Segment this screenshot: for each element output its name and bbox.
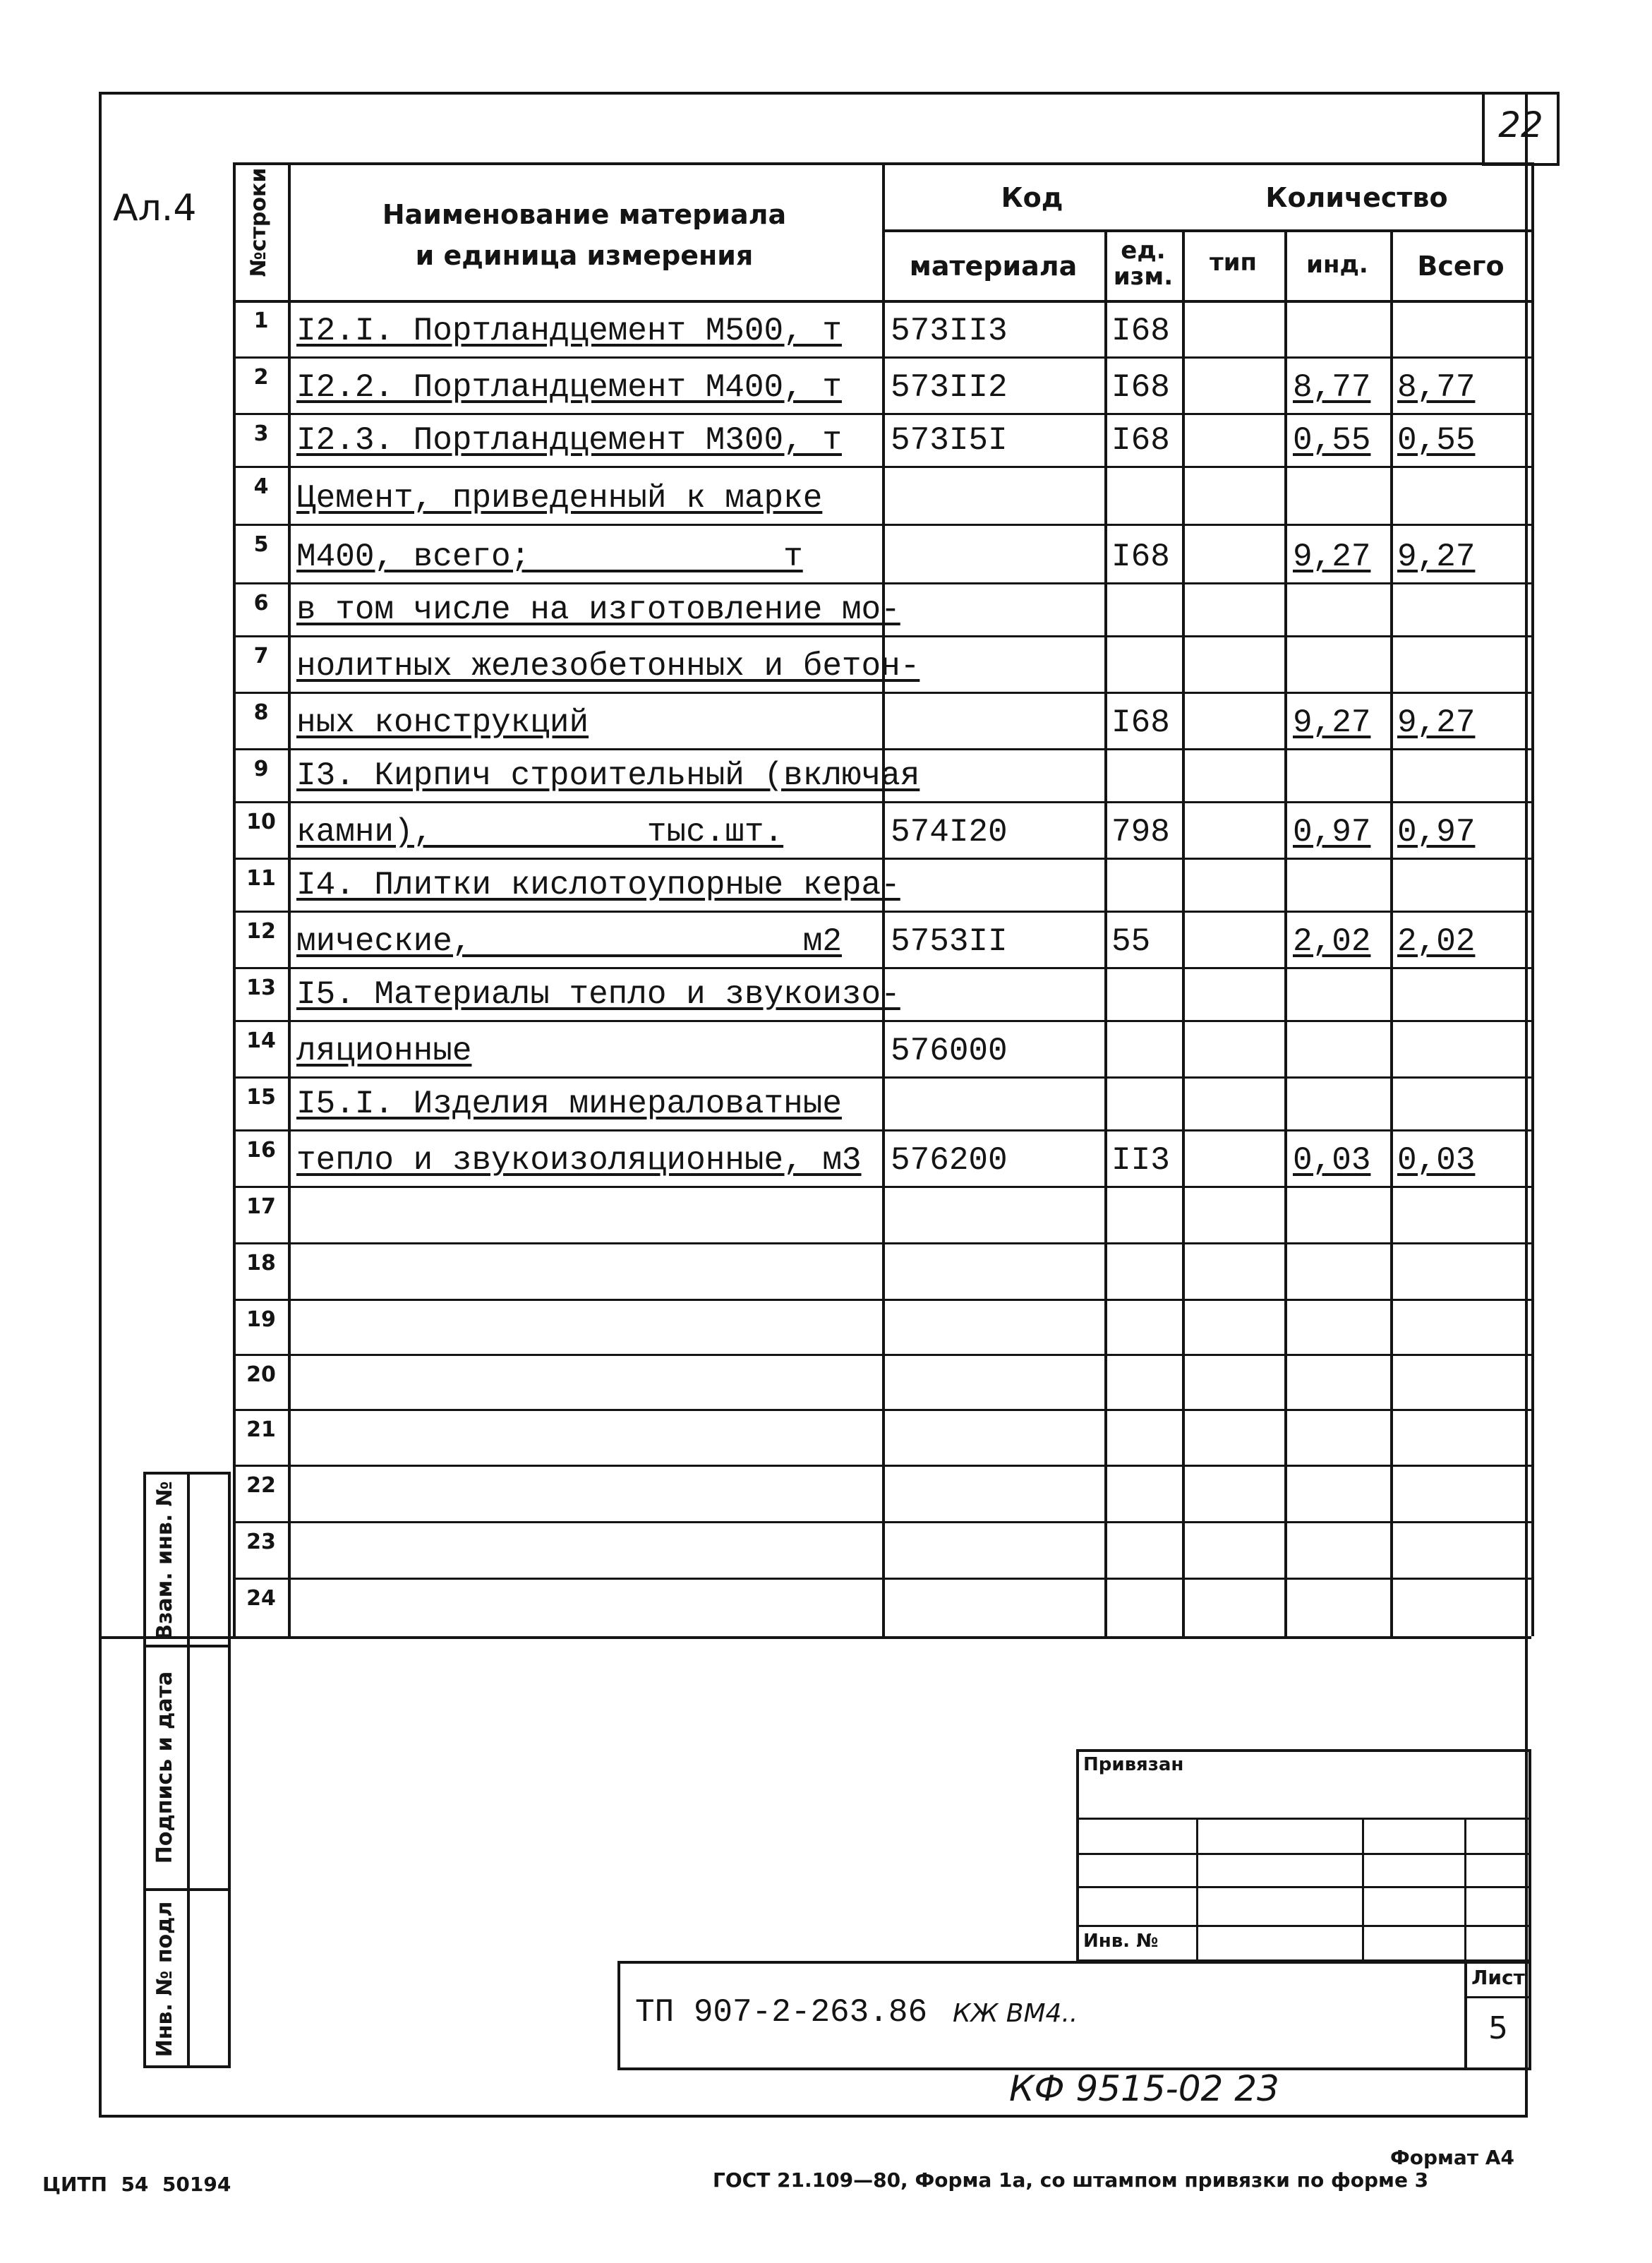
table-row-line [233, 911, 1531, 913]
row-number: 6 [253, 591, 269, 616]
row-number: 13 [246, 976, 276, 1000]
header-name-line1: Наименование материала [382, 199, 787, 230]
table-row-line [233, 1578, 1531, 1580]
row-number: 12 [246, 919, 276, 944]
list-label: Лист [1471, 1966, 1525, 1989]
row-code: 573II3 [891, 313, 1008, 349]
header-material: материала [909, 251, 1078, 282]
table-row-line [233, 356, 1531, 359]
row-number: 24 [246, 1586, 276, 1611]
header-row-number: №строки [246, 167, 271, 277]
stamp-line-1 [1076, 1818, 1531, 1820]
handwritten-note: КФ 9515-02 23 [1009, 2068, 1279, 2109]
row-ind: 9,27 [1293, 704, 1371, 741]
stamp-line-3 [1076, 1886, 1531, 1888]
row-ind: 0,03 [1293, 1142, 1371, 1179]
row-name: I2.2. Портландцемент М400, т [296, 369, 842, 406]
row-unit: I68 [1111, 313, 1170, 349]
doc-code: ТП 907-2-263.86 [635, 1994, 928, 2031]
doc-suffix: КЖ ВМ4.. [953, 1999, 1078, 2028]
row-unit: 55 [1111, 923, 1151, 960]
table-row-line [233, 466, 1531, 468]
table-row-line [233, 1020, 1531, 1022]
table-row-line [233, 635, 1531, 637]
row-ind: 0,97 [1293, 814, 1371, 851]
table-col-line [288, 162, 291, 1636]
format-label: Формат А4 [1390, 2146, 1514, 2169]
table-row-line [233, 858, 1531, 860]
row-name: I2.I. Портландцемент М500, т [296, 313, 842, 349]
header-ind: инд. [1306, 251, 1368, 279]
row-name: I5.I. Изделия минераловатные [296, 1086, 842, 1122]
row-name: I5. Материалы тепло и звукоизо- [296, 976, 900, 1013]
table-row-line [233, 1521, 1531, 1523]
row-name: ных конструкций [296, 704, 589, 741]
list-value: 5 [1488, 2010, 1508, 2046]
row-ind: 0,55 [1293, 422, 1371, 459]
table-col-line [1104, 229, 1107, 1636]
row-ind: 8,77 [1293, 369, 1371, 406]
table-row-line [233, 801, 1531, 803]
row-name: нолитных железобетонных и бетон- [296, 648, 920, 685]
row-total: 9,27 [1397, 704, 1476, 741]
table-row-line [233, 1242, 1531, 1244]
row-number: 2 [253, 365, 269, 390]
row-total: 0,55 [1397, 422, 1476, 459]
table-row-line [233, 748, 1531, 750]
footer-left: ЦИТП 54 50194 [42, 2173, 231, 2196]
stamp-vline-2 [1362, 1818, 1364, 1962]
row-ind: 9,27 [1293, 539, 1371, 575]
row-number: 9 [253, 757, 269, 781]
header-type: тип [1209, 248, 1258, 277]
table-row-line [233, 582, 1531, 584]
row-name: Цемент, приведенный к марке [296, 480, 823, 517]
row-name: тепло и звукоизоляционные, м3 [296, 1142, 862, 1179]
footer-right: ГОСТ 21.109—80, Форма 1а, со штампом привязки по форме 3 [713, 2168, 1429, 2192]
row-number: 5 [253, 532, 269, 557]
header-unit-line2: изм. [1113, 263, 1174, 291]
row-unit: II3 [1111, 1142, 1170, 1179]
row-total: 0,03 [1397, 1142, 1476, 1179]
side-label-inv-podl: Инв. № подл [152, 1901, 177, 2058]
table-col-line [1182, 229, 1185, 1636]
row-unit: I68 [1111, 369, 1170, 406]
row-unit: I68 [1111, 539, 1170, 575]
row-name: I2.3. Портландцемент М300, т [296, 422, 842, 459]
sheet-number: 22 [1498, 104, 1543, 145]
table-row-line [233, 1186, 1531, 1188]
side-label-vzam-inv: Взам. инв. № [152, 1481, 177, 1640]
table-header-split [882, 229, 1531, 232]
side-strip-divider [187, 1472, 190, 2068]
row-ind: 2,02 [1293, 923, 1371, 960]
header-name-line2: и единица измерения [415, 240, 754, 271]
stamp-vline-1 [1196, 1818, 1198, 1962]
row-code: 5753II [891, 923, 1008, 960]
row-code: 573II2 [891, 369, 1008, 406]
row-code: 576200 [891, 1142, 1008, 1179]
row-name: I3. Кирпич строительный (включая [296, 757, 920, 794]
row-code: 573I5I [891, 422, 1008, 459]
row-name: М400, всего; т [296, 539, 803, 575]
header-unit-line1: ед. [1121, 236, 1166, 265]
table-row-line [233, 1409, 1531, 1411]
table-row-line [233, 967, 1531, 969]
row-code: 574I20 [891, 814, 1008, 851]
table-row-line [233, 1299, 1531, 1301]
row-number: 11 [246, 866, 276, 891]
table-row-line [233, 524, 1531, 526]
row-name: I4. Плитки кислотоупорные кера- [296, 867, 900, 904]
row-unit: I68 [1111, 422, 1170, 459]
table-row-line [233, 1354, 1531, 1356]
row-name: в том числе на изготовление мо- [296, 592, 900, 628]
row-number: 23 [246, 1530, 276, 1554]
table-row-line [233, 1465, 1531, 1467]
row-unit: I68 [1111, 704, 1170, 741]
row-number: 16 [246, 1138, 276, 1163]
row-number: 8 [253, 700, 269, 725]
row-name: камни), тыс.шт. [296, 814, 784, 851]
table-row-line [233, 692, 1531, 694]
row-number: 22 [246, 1473, 276, 1498]
row-number: 19 [246, 1307, 276, 1332]
row-number: 14 [246, 1028, 276, 1053]
row-unit: 798 [1111, 814, 1170, 851]
row-number: 18 [246, 1251, 276, 1275]
list-divider [1464, 1996, 1531, 1998]
stamp-inv-no: Инв. № [1083, 1931, 1159, 1952]
row-number: 1 [253, 308, 269, 333]
row-number: 21 [246, 1417, 276, 1442]
row-name: ляционные [296, 1033, 472, 1069]
row-name: мические, м2 [296, 923, 842, 960]
row-number: 20 [246, 1362, 276, 1387]
row-number: 15 [246, 1085, 276, 1110]
stamp-line-2 [1076, 1853, 1531, 1855]
row-total: 0,97 [1397, 814, 1476, 851]
header-code-group: Код [1001, 182, 1063, 213]
side-label-podpis-data: Подпись и дата [152, 1671, 177, 1864]
table-col-line [1284, 229, 1287, 1636]
row-total: 9,27 [1397, 539, 1476, 575]
row-number: 10 [246, 810, 276, 834]
row-number: 7 [253, 644, 269, 668]
table-row-line [233, 1129, 1531, 1132]
row-number: 17 [246, 1194, 276, 1219]
stamp-line-4 [1076, 1925, 1531, 1927]
table-row-line [233, 413, 1531, 415]
header-total: Всего [1417, 251, 1505, 282]
row-total: 2,02 [1397, 923, 1476, 960]
binding-stamp-title: Привязан [1083, 1754, 1184, 1775]
margin-note: Ал.4 [113, 187, 197, 229]
row-code: 576000 [891, 1033, 1008, 1069]
row-number: 4 [253, 474, 269, 499]
row-total: 8,77 [1397, 369, 1476, 406]
header-quantity-group: Количество [1265, 182, 1448, 213]
table-bottom-border [233, 1636, 1531, 1639]
table-col-line [1531, 162, 1534, 1636]
row-number: 3 [253, 421, 269, 446]
stamp-vline-3 [1464, 1818, 1466, 1962]
table-row-line [233, 1076, 1531, 1079]
